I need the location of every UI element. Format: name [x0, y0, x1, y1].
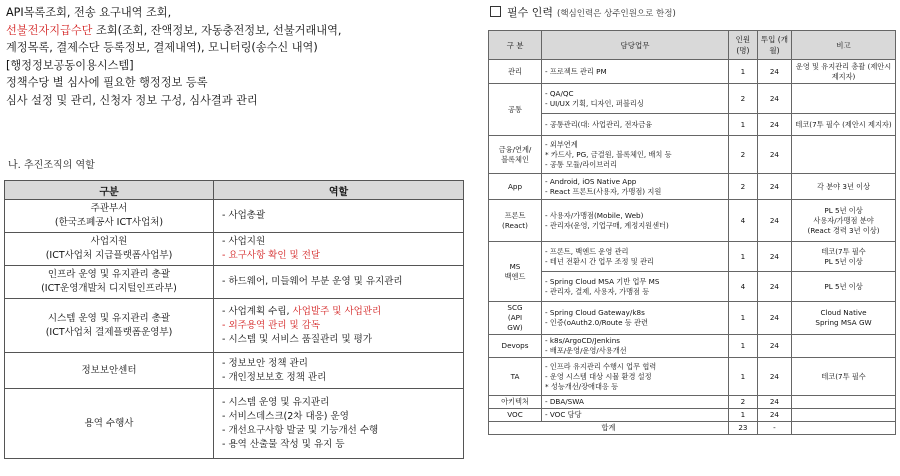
staff-count-cell: 1 [729, 302, 758, 335]
org-role-text-part: - 정보보안 정책 관리 [222, 357, 308, 369]
staff-category-cell [489, 60, 542, 84]
staff-duty-cell [542, 335, 729, 358]
staff-months-cell: 24 [757, 335, 791, 358]
staff-duty-text: - Spring Cloud Gateway/k8s [545, 308, 645, 317]
staff-duty-cell [542, 84, 729, 114]
staff-duty-text: * 카드사, PG, 금결원, 블록체인, 배치 등 [545, 149, 672, 159]
staff-duty-text: - 배포/운영/운영/사용개선 [545, 346, 627, 355]
org-role-text [222, 275, 459, 289]
table-row [489, 200, 896, 242]
text-line-6: 심사 설정 및 관리, 신청자 정보 구성, 심사결과 관리 [6, 93, 258, 107]
org-unit-text: 용역 수행사 [84, 417, 134, 429]
staff-subtitle: (핵심인력은 상주인원으로 한정) [557, 9, 676, 19]
org-role-cell [214, 299, 464, 353]
org-unit-text: 주관부서 [90, 203, 128, 214]
staff-category-text: 금융/연계/ [498, 144, 532, 154]
org-unit-text: 시스템 운영 및 유지관리 총괄 [47, 312, 171, 324]
staff-duty-text: - 프론트, 백엔드 운영 관리 [545, 246, 629, 256]
staff-duty-cell [542, 242, 729, 272]
staff-duty-text: - 공통 모듈/라이브러리 [545, 159, 618, 169]
staff-category-text: App [507, 181, 523, 191]
staff-header-count: 인원 (명) [729, 31, 758, 60]
text-line-5: 정책수당 별 심사에 필요한 행정정보 등록 [6, 76, 208, 89]
staff-duty-cell [542, 396, 729, 409]
staff-count-cell: 2 [729, 174, 758, 200]
table-row [489, 174, 896, 200]
table-row [489, 396, 896, 409]
staff-count-cell: 1 [729, 409, 758, 422]
staff-category-text: 공통 [508, 104, 522, 114]
text-line-4: [행정정보공동이용시스템] [6, 58, 134, 72]
staff-duty-text: - 사용자/가맹점(Mobile, Web) [545, 210, 644, 220]
org-unit-cell [5, 353, 214, 389]
staff-duty-text: - 테넌 전환시 간 업무 조정 및 관리 [545, 256, 654, 266]
staff-category-text: SCG [507, 303, 523, 312]
staff-note-text: 테코(7투 필수 (제안시 제지자) [795, 119, 892, 129]
staff-category-text: MS [509, 261, 521, 271]
org-unit-cell [5, 200, 214, 233]
staff-note-cell [792, 396, 896, 409]
staff-category-cell [489, 84, 542, 136]
staff-count-cell: 1 [729, 242, 758, 272]
staff-months-cell: 24 [757, 84, 791, 114]
staff-count-cell: 1 [729, 60, 758, 84]
staff-duty-cell [542, 174, 729, 200]
staff-duty-cell [542, 60, 729, 84]
staff-note-text: Spring MSA GW [815, 318, 872, 327]
staff-note-cell [792, 358, 896, 396]
org-role-text-part: - 사업계획 수립, [222, 305, 293, 317]
staff-note-text: 사용자/가맹점 분야 [813, 215, 874, 225]
staff-months-cell: 24 [757, 114, 791, 136]
org-role-text-part: - 사업지원 [222, 236, 266, 247]
staff-months-cell: 24 [757, 272, 791, 302]
staff-note-text: 운영 및 유지관리 총괄 (제안시 제지자) [795, 61, 892, 81]
staff-months-cell: 24 [757, 409, 791, 422]
org-role-text-part: - 외주용역 관리 및 감독 [222, 319, 321, 331]
table-row [489, 242, 896, 272]
text-line-2-rest: 조회(조회, 잔액정보, 자동충전정보, 선불거래내역, [92, 23, 342, 37]
table-row [5, 266, 464, 299]
org-header-unit: 구분 [5, 181, 214, 200]
org-unit-text: 사업지원 [90, 236, 128, 247]
text-line-2-red: 선불전자지급수단 [6, 23, 93, 37]
staff-duty-text: - 외부연계 [545, 139, 578, 149]
staff-duty-text: * 성능개선/장애대응 등 [545, 381, 619, 391]
staff-duty-text: - Android, iOS Native App [545, 176, 637, 186]
org-role-text-part: - 요구사항 확인 및 전달 [222, 250, 321, 261]
org-unit-cell [5, 233, 214, 266]
table-row [5, 299, 464, 353]
text-line-2 [6, 22, 476, 40]
org-role-text [222, 371, 459, 385]
staff-count-cell: 1 [729, 114, 758, 136]
staff-duty-text: - Spring Cloud MSA 기반 업무 MS [545, 276, 660, 286]
staff-count-cell: 4 [729, 200, 758, 242]
staff-category-text: 프론트 [504, 210, 526, 220]
staff-duty-text: - 프로젝트 관리 PM [545, 66, 607, 76]
staff-category-cell [489, 396, 542, 409]
org-role-cell [214, 200, 464, 233]
org-role-table [4, 180, 464, 459]
total-months-cell: - [757, 422, 791, 435]
staff-months-cell: 24 [757, 136, 791, 174]
staff-note-cell [792, 409, 896, 422]
staff-duty-text: - 공통관리(대: 사업관리, 전자금융 [545, 119, 653, 129]
org-role-text [222, 333, 459, 347]
checkbox-square-icon [490, 6, 501, 17]
staff-note-cell [792, 200, 896, 242]
staff-duty-cell [542, 358, 729, 396]
staff-duty-text: - VOC 담당 [545, 410, 582, 419]
table-row [489, 409, 896, 422]
table-row [489, 272, 896, 302]
staff-count-cell: 2 [729, 396, 758, 409]
staff-note-cell [792, 272, 896, 302]
org-role-text-part: - 시스템 운영 및 유지관리 [222, 396, 330, 408]
staff-months-cell: 24 [757, 60, 791, 84]
staff-note-text: 각 분야 3년 이상 [816, 181, 871, 191]
text-line-1: API목록조회, 전송 요구내역 조회, [6, 6, 172, 19]
table-row [5, 200, 464, 233]
staff-title [490, 4, 676, 20]
staff-category-text: (API [507, 313, 523, 322]
staff-category-cell [489, 136, 542, 174]
staff-note-text: Cloud Native [820, 308, 867, 317]
table-row [489, 114, 896, 136]
table-row [5, 353, 464, 389]
total-label-cell: 합계 [489, 422, 729, 435]
org-role-text-part: - 사업총괄 [222, 210, 266, 221]
staff-category-cell [489, 335, 542, 358]
staff-note-text: (React 경력 3년 이상) [807, 225, 880, 235]
staff-duty-cell [542, 302, 729, 335]
table-row [5, 389, 464, 459]
staff-count-cell: 2 [729, 136, 758, 174]
staff-months-cell: 24 [757, 302, 791, 335]
staff-duty-text: - 인증(oAuth2.0/Route 등 관련 [545, 318, 648, 327]
staff-table-body [489, 60, 896, 435]
staff-header-duty: 담당업무 [542, 31, 729, 60]
staff-header-category: 구 분 [489, 31, 542, 60]
staff-duty-cell [542, 200, 729, 242]
left-top-text [6, 4, 476, 109]
staff-category-text: (React) [502, 220, 528, 230]
org-role-text-part: - 시스템 및 서비스 품질관리 및 평가 [222, 333, 373, 345]
staff-note-text: PL 5년 이상 [824, 205, 863, 215]
staff-count-cell: 4 [729, 272, 758, 302]
org-unit-text: (ICT사업처 결제플랫폼운영부) [45, 326, 173, 338]
staff-category-text: 관리 [508, 66, 522, 76]
org-unit-cell [5, 299, 214, 353]
staff-count-cell: 2 [729, 84, 758, 114]
org-role-text-part: - 개선요구사항 발굴 및 기능개선 수행 [222, 424, 379, 436]
org-role-cell [214, 389, 464, 459]
org-role-cell [214, 353, 464, 389]
org-role-text [222, 396, 459, 410]
total-count-cell: 23 [729, 422, 758, 435]
staff-duty-text: - k8s/ArgoCD/Jenkins [545, 336, 621, 345]
staff-duty-text: - React 프론트(사용자, 가맹점) 지원 [545, 186, 662, 196]
staff-duty-text: - 운영 시스템 대상 시뮬 환경 설정 [545, 371, 652, 381]
staff-note-cell [792, 174, 896, 200]
staff-note-text: 테코(7투 필수 [821, 371, 866, 381]
staff-duty-text: - DBA/SWA [545, 397, 584, 406]
staff-header-note: 비고 [792, 31, 896, 60]
staff-title-text: 필수 인력 [507, 6, 554, 19]
org-role-text [222, 209, 459, 223]
org-table-body [5, 200, 464, 459]
staff-note-cell [792, 335, 896, 358]
staff-count-cell: 1 [729, 335, 758, 358]
staff-months-cell: 24 [757, 358, 791, 396]
staff-header-months: 투입 (개월) [757, 31, 791, 60]
table-row [489, 358, 896, 396]
staff-duty-text: - 관리자(운영, 기업구매, 계정지원센터) [545, 220, 669, 230]
staff-category-text: VOC [507, 410, 523, 419]
staff-category-cell [489, 302, 542, 335]
org-role-text [222, 357, 459, 371]
org-unit-text: (ICT사업처 지급플랫폼사업부) [45, 250, 173, 261]
org-role-text-part: - 하드웨어, 미들웨어 부분 운영 및 유지관리 [222, 276, 403, 287]
org-role-text-part: - 개인정보보호 정책 관리 [222, 371, 327, 383]
total-row [489, 422, 896, 435]
staff-category-text: 블록체인 [501, 154, 529, 164]
staff-table [488, 30, 896, 435]
org-header-role: 역할 [214, 181, 464, 200]
org-role-text-part: - 서비스데스크(2차 대응) 운영 [222, 410, 349, 422]
org-role-text-part: - 용역 산출물 작성 및 유지 등 [222, 438, 345, 450]
staff-duty-cell [542, 272, 729, 302]
org-role-text [222, 305, 459, 319]
staff-months-cell: 24 [757, 174, 791, 200]
table-row [489, 302, 896, 335]
staff-count-cell: 1 [729, 358, 758, 396]
staff-category-cell [489, 200, 542, 242]
staff-duty-cell [542, 114, 729, 136]
staff-category-text: 아키텍처 [501, 397, 529, 406]
staff-duty-text: - QA/QC [545, 88, 574, 98]
staff-duty-text: - 인프라 유지관리 수행시 업무 협력 [545, 361, 657, 371]
staff-category-text: TA [510, 371, 520, 381]
staff-months-cell: 24 [757, 242, 791, 272]
table-row [5, 233, 464, 266]
org-unit-cell [5, 389, 214, 459]
staff-note-text: PL 5년 이상 [824, 281, 863, 291]
table-row [489, 136, 896, 174]
staff-category-cell [489, 409, 542, 422]
staff-note-cell [792, 114, 896, 136]
org-unit-text: (한국조폐공사 ICT사업처) [54, 217, 164, 228]
total-note-cell [792, 422, 896, 435]
staff-duty-text: - UI/UX 기획, 디자인, 퍼블리싱 [545, 98, 644, 108]
org-role-text [222, 438, 459, 452]
org-role-text [222, 319, 459, 333]
staff-note-cell [792, 302, 896, 335]
staff-category-cell [489, 358, 542, 396]
org-role-text [222, 424, 459, 438]
staff-category-text: Devops [501, 341, 529, 350]
org-unit-text: 인프라 운영 및 유지관리 총괄 [47, 269, 171, 280]
table-row [489, 335, 896, 358]
staff-note-text: 테코(7투 필수 [821, 246, 866, 256]
staff-note-cell [792, 136, 896, 174]
staff-note-cell [792, 60, 896, 84]
staff-category-text: GW) [507, 323, 523, 332]
staff-months-cell: 24 [757, 200, 791, 242]
staff-note-text: PL 5년 이상 [824, 256, 863, 266]
org-role-cell [214, 266, 464, 299]
staff-category-cell [489, 174, 542, 200]
staff-category-text: 백엔드 [504, 271, 526, 281]
org-unit-text: (ICT운영개발처 디지털인프라부) [41, 283, 177, 294]
staff-months-cell: 24 [757, 396, 791, 409]
staff-note-cell [792, 84, 896, 114]
staff-note-cell [792, 242, 896, 272]
table-row [489, 84, 896, 114]
table-row [489, 60, 896, 84]
staff-duty-text: - 관리자, 결제, 사용자, 가맹점 등 [545, 286, 650, 296]
staff-duty-cell [542, 409, 729, 422]
org-unit-text: 정보보안센터 [81, 364, 137, 376]
section-title: 나. 추진조직의 역할 [8, 160, 95, 171]
org-role-text [222, 249, 459, 263]
staff-duty-cell [542, 136, 729, 174]
org-role-text [222, 235, 459, 249]
text-line-3: 계정목록, 결제수단 등록정보, 결제내역), 모니터링(송수신 내역) [6, 41, 318, 54]
org-role-text [222, 410, 459, 424]
staff-category-cell [489, 242, 542, 302]
org-unit-cell [5, 266, 214, 299]
org-role-cell [214, 233, 464, 266]
org-role-text-red: 사업발주 및 사업관리 [292, 305, 382, 317]
